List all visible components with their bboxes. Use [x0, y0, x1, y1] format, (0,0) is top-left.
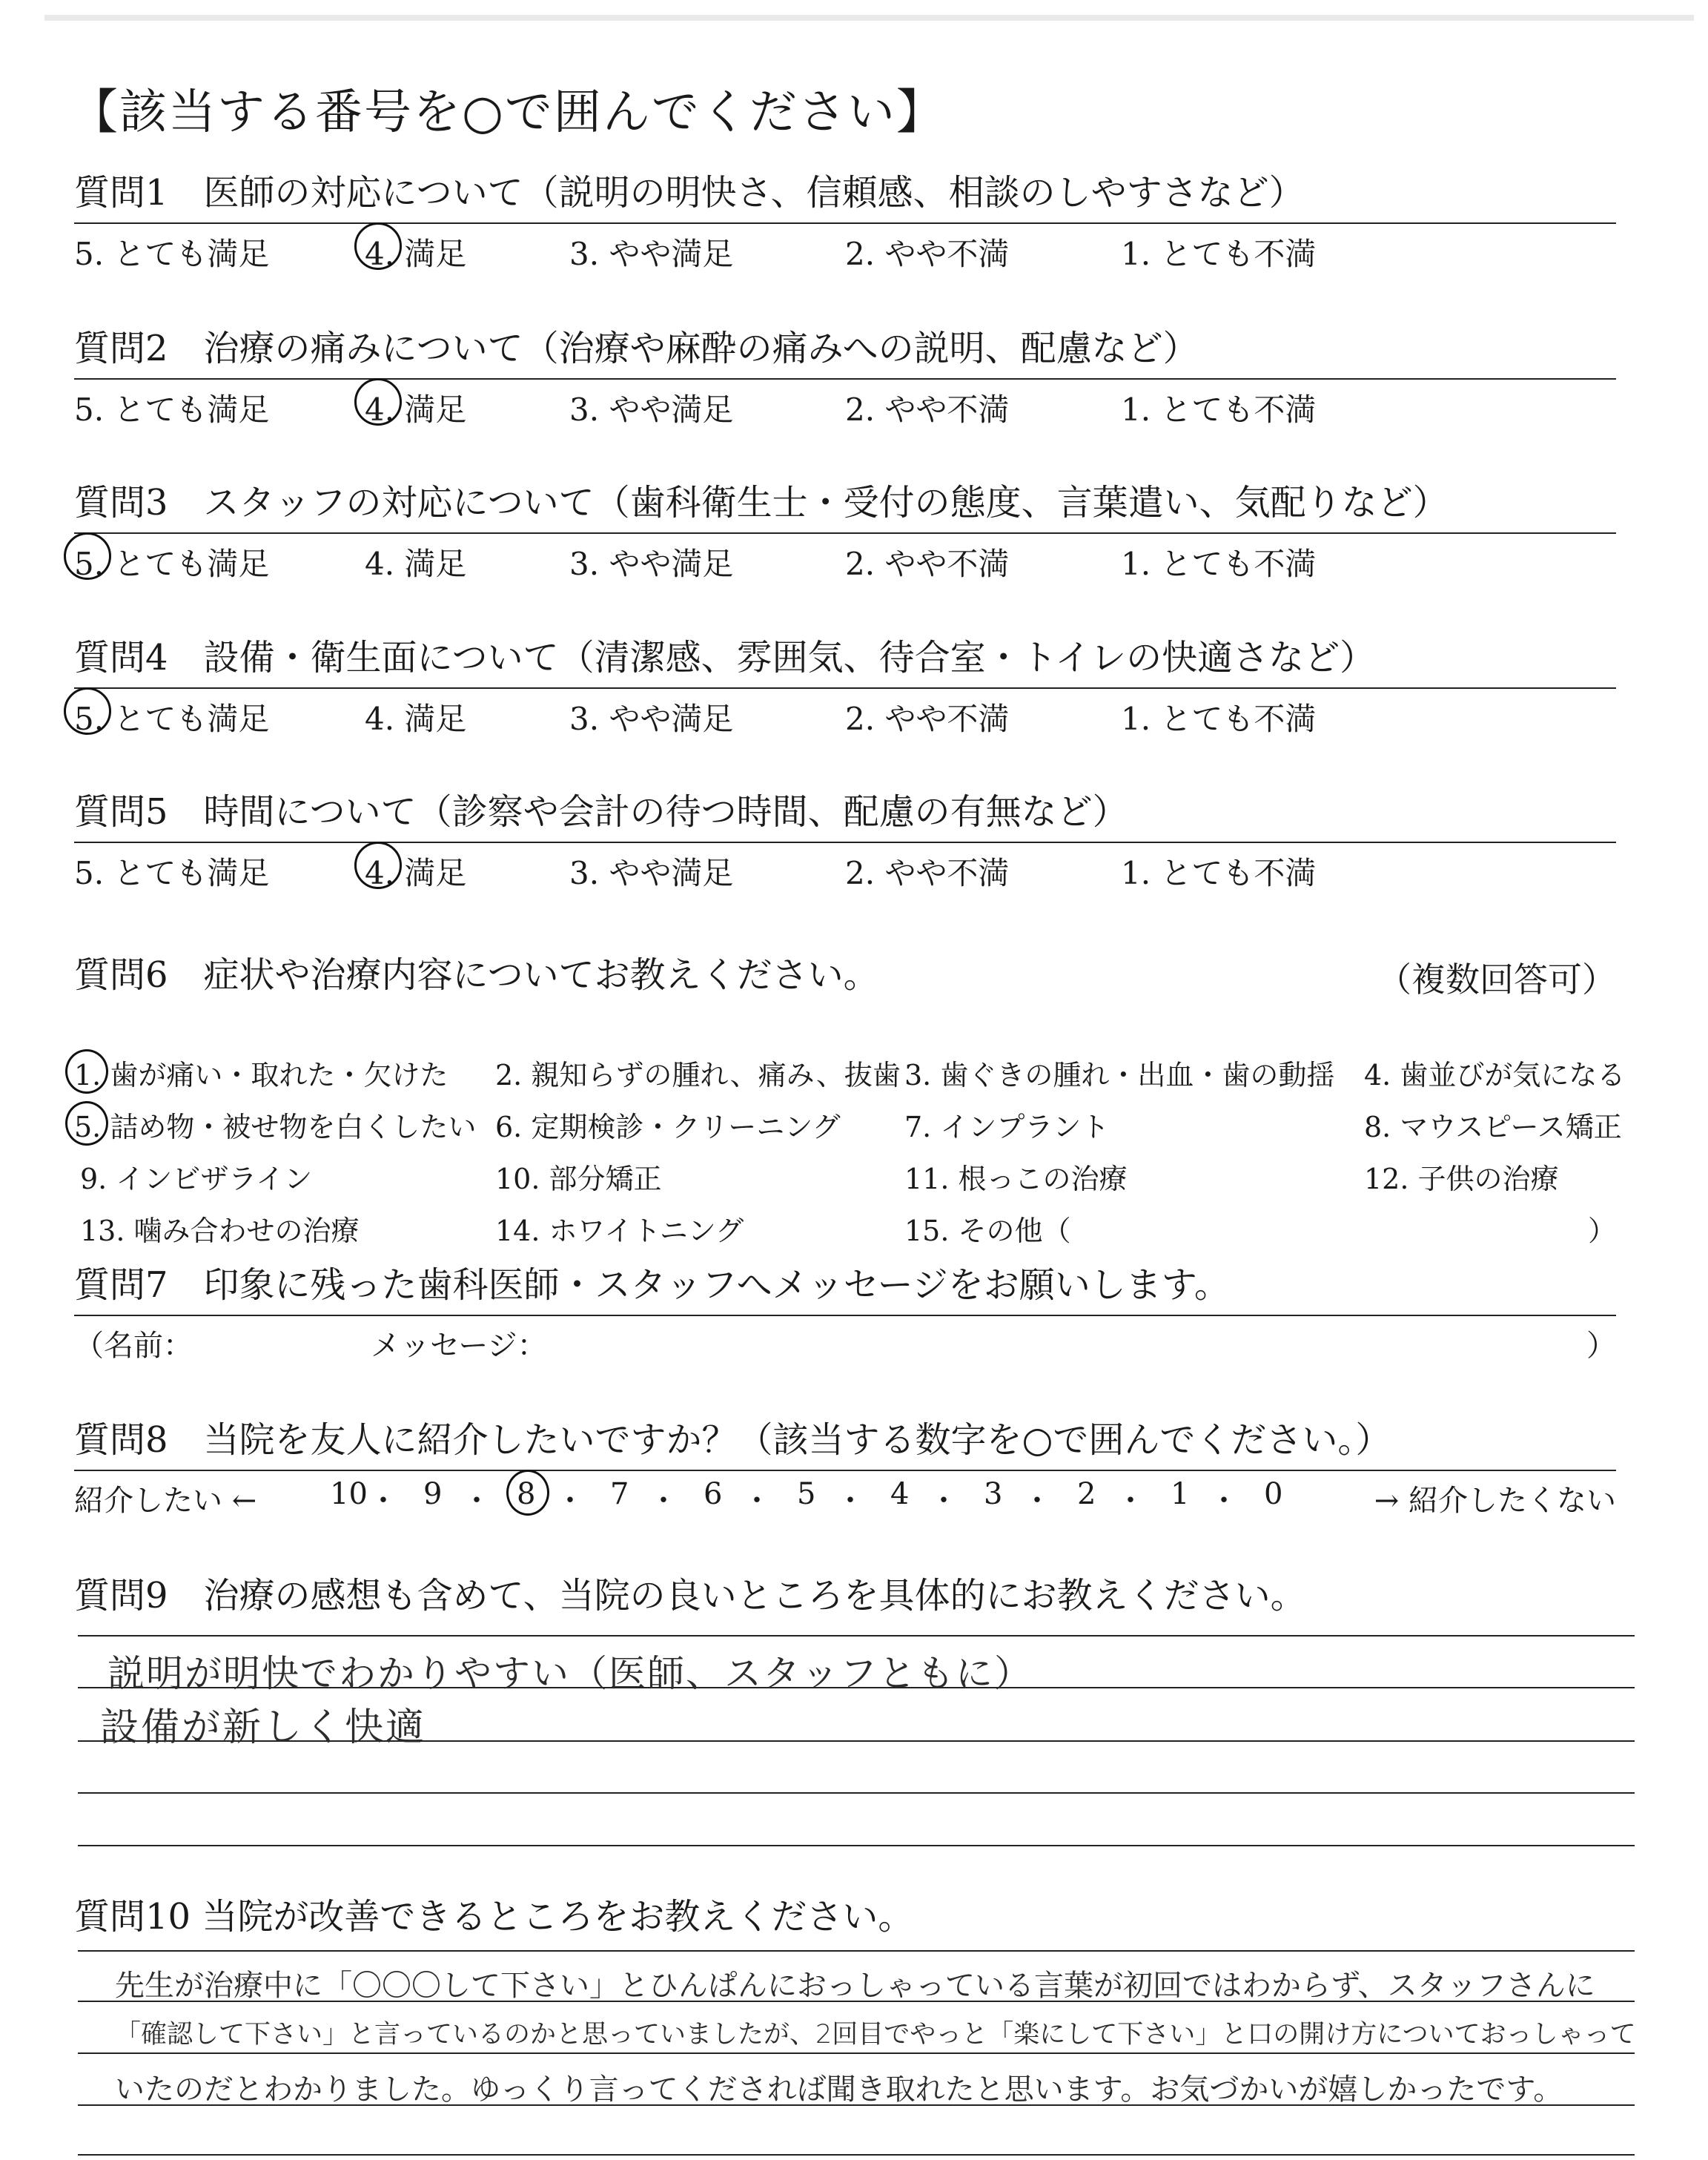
rating-option[interactable]: 5. とても満足 [74, 546, 270, 582]
scale-separator: ・ [1209, 1484, 1239, 1518]
selected-circle-mark [65, 1049, 108, 1094]
rating-option[interactable]: 1. とても不満 [1121, 855, 1317, 891]
rating-option[interactable]: 5. とても満足 [74, 855, 270, 891]
selected-circle-mark [64, 687, 111, 735]
rating-option[interactable]: 2. やや不満 [845, 392, 1010, 428]
page-title: 【該当する番号を○で囲んでください】 [70, 85, 945, 140]
question-5-title: 質問5 時間について（診察や会計の待つ時間、配慮の有無など） [74, 791, 1128, 833]
symptom-option[interactable]: 7. インプラント [904, 1111, 1110, 1143]
question-10 [74, 1895, 1616, 1939]
question-1-title: 質問1 医師の対応について（説明の明快さ、信頼感、相談のしやすさなど） [74, 172, 1305, 214]
scale-separator: ・ [835, 1484, 865, 1518]
recommend-score[interactable]: 6 [704, 1477, 723, 1511]
symptom-option[interactable]: 14. ホワイトニング [495, 1215, 744, 1247]
question-4-title: 質問4 設備・衛生面について（清潔感、雰囲気、待合室・トイレの快適さなど） [74, 637, 1376, 678]
name-label: （名前： [74, 1329, 193, 1363]
question-5-options [74, 843, 1616, 891]
rating-option[interactable]: 5. とても満足 [74, 392, 270, 428]
symptom-option[interactable]: 10. 部分矯正 [495, 1163, 662, 1195]
rating-option[interactable]: 2. やや不満 [845, 701, 1010, 737]
question-9-title: 質問9 治療の感想も含めて、当院の良いところを具体的にお教えください。 [74, 1575, 1306, 1616]
question-4 [74, 635, 1616, 737]
symptom-option[interactable]: 5. 詰め物・被せ物を白くしたい [74, 1111, 477, 1143]
symptom-option[interactable]: 8. マウスピース矯正 [1364, 1111, 1622, 1143]
scale-separator: ・ [368, 1484, 398, 1518]
question-9-answer-1: 説明が明快でわかりやすい（医師、スタッフともに） [107, 1652, 1033, 1695]
question-6-note: （複数回答可） [1377, 960, 1616, 1000]
symptom-option[interactable]: 11. 根っこの治療 [904, 1163, 1128, 1195]
symptom-option[interactable]: 1. 歯が痛い・取れた・欠けた [74, 1059, 448, 1091]
rating-option[interactable]: 4. 満足 [365, 236, 467, 272]
question-5 [74, 790, 1616, 891]
rating-option[interactable]: 1. とても不満 [1121, 701, 1317, 737]
rating-option[interactable]: 4. 満足 [365, 701, 467, 737]
symptom-option[interactable]: 3. 歯ぐきの腫れ・出血・歯の動揺 [904, 1059, 1335, 1091]
rating-option[interactable]: 1. とても不満 [1121, 546, 1317, 582]
rating-option[interactable]: 2. やや不満 [845, 236, 1010, 272]
question-9-answer-2: 設備が新しく快適 [100, 1705, 427, 1750]
rating-option[interactable]: 2. やや不満 [845, 546, 1010, 582]
question-8 [74, 1418, 1616, 1516]
scale-separator: ・ [649, 1484, 678, 1518]
rating-option[interactable]: 5. とても満足 [74, 236, 270, 272]
selected-circle-mark [506, 1470, 549, 1516]
selected-circle-mark [65, 1101, 108, 1146]
recommend-right-label: → 紹介したくない [1374, 1484, 1616, 1518]
rating-option[interactable]: 1. とても不満 [1121, 236, 1317, 272]
rating-option[interactable]: 4. 満足 [365, 392, 467, 428]
question-7-title: 質問7 印象に残った歯科医師・スタッフへメッセージをお願いします。 [74, 1264, 1230, 1306]
rating-option[interactable]: 1. とても不満 [1121, 392, 1317, 428]
symptom-option[interactable]: 4. 歯並びが気になる [1364, 1059, 1626, 1091]
question-10-answer-2: 「確認して下さい」と言っているのかと思っていましたが、2回目でやっと「楽にして下さい」と口の開け方についておっしゃって [115, 2020, 1636, 2050]
scale-separator: ・ [1116, 1484, 1145, 1518]
recommend-score[interactable]: 1 [1171, 1477, 1190, 1511]
question-3-title: 質問3 スタッフの対応について（歯科衛生士・受付の態度、言葉遣い、気配りなど） [74, 482, 1449, 524]
symptom-option[interactable]: 6. 定期検診・クリーニング [495, 1111, 841, 1143]
question-6-title: 質問6 症状や治療内容についてお教えください。 [74, 954, 879, 996]
symptom-option[interactable]: 9. インビザライン [80, 1163, 313, 1195]
recommend-scale [74, 1471, 1616, 1516]
question-7 [74, 1263, 1616, 1361]
scan-edge [44, 15, 1694, 21]
recommend-score[interactable]: 7 [610, 1477, 629, 1511]
rating-option[interactable]: 3. やや満足 [569, 855, 734, 891]
selected-circle-mark [354, 378, 402, 426]
rating-option[interactable]: 4. 満足 [365, 855, 467, 891]
recommend-left-label: 紹介したい ← [74, 1484, 257, 1518]
recommend-score[interactable]: 5 [797, 1477, 816, 1511]
rating-option[interactable]: 3. やや満足 [569, 546, 734, 582]
question-3-options [74, 534, 1616, 582]
scale-separator: ・ [1022, 1484, 1052, 1518]
question-9 [74, 1573, 1616, 1618]
question-1-options [74, 224, 1616, 272]
symptom-option[interactable]: 2. 親知らずの腫れ、痛み、抜歯 [495, 1059, 901, 1091]
recommend-score[interactable]: 10 [330, 1477, 368, 1511]
selected-circle-mark [354, 842, 402, 889]
question-10-answer-3: いたのだとわかりました。ゆっくり言ってくだされば聞き取れたと思います。お気づかいが嬉しかったです。 [115, 2073, 1563, 2107]
question-4-options [74, 689, 1616, 737]
recommend-score[interactable]: 4 [890, 1477, 910, 1511]
symptom-option[interactable]: 15. その他（ [904, 1215, 1071, 1247]
recommend-score[interactable]: 2 [1077, 1477, 1096, 1511]
question-10-answer-1: 先生が治療中に「〇〇〇して下さい」とひんぱんにおっしゃっている言葉が初回ではわからず、スタッフさんに [115, 1969, 1595, 2003]
selected-circle-mark [354, 222, 402, 270]
rating-option[interactable]: 2. やや不満 [845, 855, 1010, 891]
rating-option[interactable]: 5. とても満足 [74, 701, 270, 737]
scale-separator: ・ [929, 1484, 959, 1518]
scale-separator: ・ [742, 1484, 772, 1518]
selected-circle-mark [64, 532, 111, 580]
symptom-option: ） [1587, 1215, 1616, 1247]
recommend-score[interactable]: 8 [517, 1477, 536, 1511]
question-10-title: 質問10 当院が改善できるところをお教えください。 [74, 1896, 914, 1938]
question-8-title: 質問8 当院を友人に紹介したいですか？（該当する数字を○で囲んでください。） [74, 1419, 1391, 1461]
message-label: メッセージ： [371, 1329, 547, 1363]
recommend-score[interactable]: 0 [1264, 1477, 1283, 1511]
symptom-option[interactable]: 13. 噛み合わせの治療 [80, 1215, 360, 1247]
message-close: ） [1586, 1329, 1616, 1363]
recommend-score[interactable]: 3 [984, 1477, 1003, 1511]
question-2-options [74, 380, 1616, 428]
rating-option[interactable]: 3. やや満足 [569, 392, 734, 428]
symptom-option[interactable]: 12. 子供の治療 [1364, 1163, 1559, 1195]
scale-separator: ・ [555, 1484, 585, 1518]
scale-separator: ・ [462, 1484, 491, 1518]
question-3 [74, 480, 1616, 582]
recommend-score[interactable]: 9 [423, 1477, 443, 1511]
question-1 [74, 171, 1616, 272]
rating-option[interactable]: 3. やや満足 [569, 236, 734, 272]
question-6 [74, 953, 1626, 1247]
rating-option[interactable]: 4. 満足 [365, 546, 467, 582]
question-2-title: 質問2 治療の痛みについて（治療や麻酔の痛みへの説明、配慮など） [74, 328, 1199, 369]
rating-option[interactable]: 3. やや満足 [569, 701, 734, 737]
question-2 [74, 326, 1616, 428]
